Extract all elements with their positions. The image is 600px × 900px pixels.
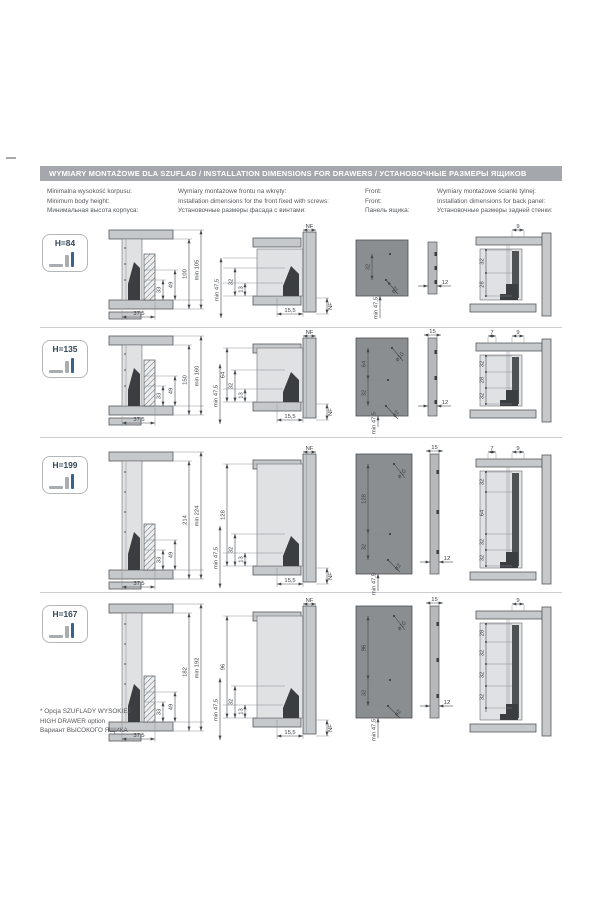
drawer-height-icon (49, 357, 81, 374)
back-panel-drawing (460, 598, 575, 748)
dim-label: 9 (516, 330, 520, 336)
dim-label: 7 (490, 330, 494, 336)
dim-label: 32 (228, 698, 235, 706)
back-panel-drawing (460, 224, 575, 324)
dim-label: 37,5 (133, 417, 145, 423)
dim-label: 214 (182, 515, 189, 525)
dim-label: 64 (361, 360, 368, 368)
label-en: Minimum body height: (47, 197, 110, 205)
dim-label: 13 (238, 286, 245, 293)
dim-label: min 105 (194, 259, 201, 281)
dim-label: 100 (182, 269, 189, 279)
label-ru: Установочные размеры задней стенки: (437, 207, 553, 214)
dim-label: ø10 (396, 468, 408, 481)
back-panel-drawing (460, 446, 575, 596)
label-ru: Минимальная высота корпуса: (47, 207, 139, 214)
dim-label: NF (305, 446, 314, 452)
dim-label: min 47,5 (213, 384, 220, 408)
dim-label: 12 (443, 556, 451, 562)
dim-label: 9 (516, 598, 520, 604)
drawer-row-h135 (40, 328, 562, 438)
dim-label: 15,5 (284, 578, 296, 584)
body-section-drawing (95, 446, 210, 596)
dim-label: NF (328, 572, 334, 580)
front-panel-drawing (348, 329, 458, 435)
dim-label: 32 (479, 478, 486, 486)
dim-label: 28 (479, 281, 486, 288)
dim-label: 15,5 (284, 308, 296, 314)
dim-label: min 47,5 (371, 411, 378, 435)
footnote-en: HIGH DRAWER option (40, 717, 106, 725)
dim-label: 15 (431, 445, 438, 451)
dim-label: ø10 (394, 351, 406, 364)
dim-label: 32 (479, 360, 486, 368)
label-pl: Wymiary montażowe ścianki tylnej: (437, 188, 537, 195)
dim-label: 32 (479, 392, 486, 400)
front-panel-drawing (348, 224, 458, 324)
dim-label: ø10 (396, 620, 408, 633)
dim-label: ø2 (393, 562, 403, 572)
dim-label: 13 (238, 392, 245, 399)
height-badge (42, 234, 88, 272)
dim-label: 32 (365, 263, 372, 271)
dim-label: NF (328, 408, 334, 416)
label-en: Installation dimensions for back panel: (437, 197, 546, 205)
label-en: Installation dimensions for the front fixed with screws: (178, 197, 329, 205)
dim-label: 49 (168, 551, 175, 559)
front-panel-drawing (348, 598, 458, 748)
dim-label: 32 (228, 546, 235, 554)
dim-label: 37,5 (133, 581, 145, 587)
body-section-drawing (95, 330, 210, 430)
back-panel-drawing (460, 330, 575, 430)
dim-label: 37,5 (133, 733, 145, 739)
dim-label: 33 (156, 708, 163, 716)
dim-label: ø2 (393, 708, 403, 718)
height-badge-label: H=167 (52, 609, 78, 619)
label-pl: Minimalna wysokość korpusu: (47, 188, 132, 195)
height-badge (42, 605, 88, 643)
dim-label: 15,5 (284, 414, 296, 420)
dim-label: NF (305, 598, 314, 604)
height-badge-label: H=199 (52, 460, 78, 470)
dim-label: 49 (168, 703, 175, 711)
dim-label: 32 (479, 671, 486, 679)
height-badge (42, 456, 88, 494)
dim-label: 12 (443, 700, 451, 706)
front-fixing-drawing (215, 446, 340, 596)
column-header-back-panel (437, 187, 569, 216)
dim-label: 33 (156, 556, 163, 564)
dim-label: 32 (361, 543, 368, 551)
dim-label: 32 (479, 258, 486, 265)
column-header-front-panel (365, 187, 435, 216)
dim-label: NF (328, 724, 334, 732)
drawer-height-icon (49, 473, 81, 490)
drawer-row-h84 (40, 222, 562, 328)
dim-label: 15 (429, 329, 436, 335)
dim-label: 13 (238, 556, 245, 563)
dim-label: 7 (490, 446, 494, 452)
drawer-height-icon (49, 622, 81, 639)
label-en: Front: (365, 197, 382, 205)
dim-label: ø2 (391, 409, 401, 419)
dim-label: 128 (220, 510, 227, 520)
dim-label: 128 (361, 494, 368, 504)
label-pl: Wymiary montażowe frontu na wkręty: (178, 188, 287, 195)
dim-label: 32 (479, 554, 486, 562)
dim-label: NF (305, 330, 314, 336)
dim-label: min 47,5 (373, 296, 380, 320)
column-header-body-height (47, 187, 172, 216)
label-ru: Панель ящика: (365, 207, 410, 214)
dim-label: 15 (431, 597, 438, 603)
dim-label: min 47,5 (371, 572, 378, 596)
dim-label: 96 (361, 644, 368, 652)
dim-label: 15,5 (284, 730, 296, 736)
dim-label: 37,5 (133, 311, 145, 317)
body-section-drawing (95, 224, 210, 324)
front-fixing-drawing (215, 224, 340, 324)
dim-label: NF (305, 224, 314, 230)
dim-label: 32 (228, 382, 235, 390)
dim-label: min 192 (194, 657, 201, 679)
dim-label: 28 (479, 376, 486, 384)
height-badge (42, 340, 88, 378)
dim-label: 32 (361, 689, 368, 697)
dim-label: ø2 (390, 285, 400, 295)
drawer-row-h199 (40, 438, 562, 596)
dim-label: 32 (228, 278, 235, 286)
dim-label: 64 (220, 371, 227, 379)
dim-label: min 47,5 (214, 278, 221, 302)
dim-label: NF (328, 302, 334, 310)
height-badge-label: H=135 (52, 344, 78, 354)
dim-label: 28 (479, 629, 486, 637)
page-title-bar: WYMIARY MONTAŻOWE DLA SZUFLAD / INSTALLATION DIMENSIONS FOR DRAWERS / УСТАНОВОЧНЫЕ РАЗМЕРЫ ЯЩИКОВ (40, 166, 562, 181)
label-ru: Установочные размеры фасада с винтами: (178, 207, 306, 214)
print-crop-mark (6, 157, 16, 159)
dim-label: 32 (479, 693, 486, 701)
column-header-front-screws (178, 187, 368, 216)
dim-label: 33 (156, 286, 163, 294)
footnote (40, 707, 131, 736)
drawer-height-icon (49, 251, 81, 268)
dim-label: 32 (479, 538, 486, 546)
dim-label: 182 (182, 667, 189, 677)
dim-label: 12 (441, 400, 449, 406)
dim-label: min 224 (194, 505, 201, 527)
dim-label: 49 (168, 281, 175, 289)
dim-label: 13 (238, 708, 245, 715)
front-fixing-drawing (215, 330, 340, 430)
dim-label: min 47,5 (371, 718, 378, 742)
dim-label: 150 (182, 375, 189, 385)
dim-label: 9 (516, 446, 520, 452)
dim-label: 9 (516, 224, 520, 230)
footnote-ru: Вариант ВЫСОКОГО ЯЩИКА (40, 727, 128, 734)
dim-label: 33 (156, 392, 163, 400)
front-fixing-drawing (215, 598, 340, 748)
dim-label: 96 (220, 663, 227, 671)
label-pl: Front: (365, 188, 382, 195)
dim-label: 32 (479, 649, 486, 657)
dim-label: min 47,5 (213, 698, 220, 722)
dim-label: min 47,5 (213, 546, 220, 570)
dim-label: 64 (479, 509, 486, 517)
footnote-pl: * Opcja SZUFLADY WYSOKIEJ (40, 708, 131, 715)
dim-label: 49 (168, 387, 175, 395)
height-badge-label: H=84 (54, 238, 76, 248)
dim-label: 32 (361, 389, 368, 397)
front-panel-drawing (348, 446, 458, 596)
dim-label: min 160 (194, 365, 201, 387)
dim-label: 12 (441, 280, 449, 286)
